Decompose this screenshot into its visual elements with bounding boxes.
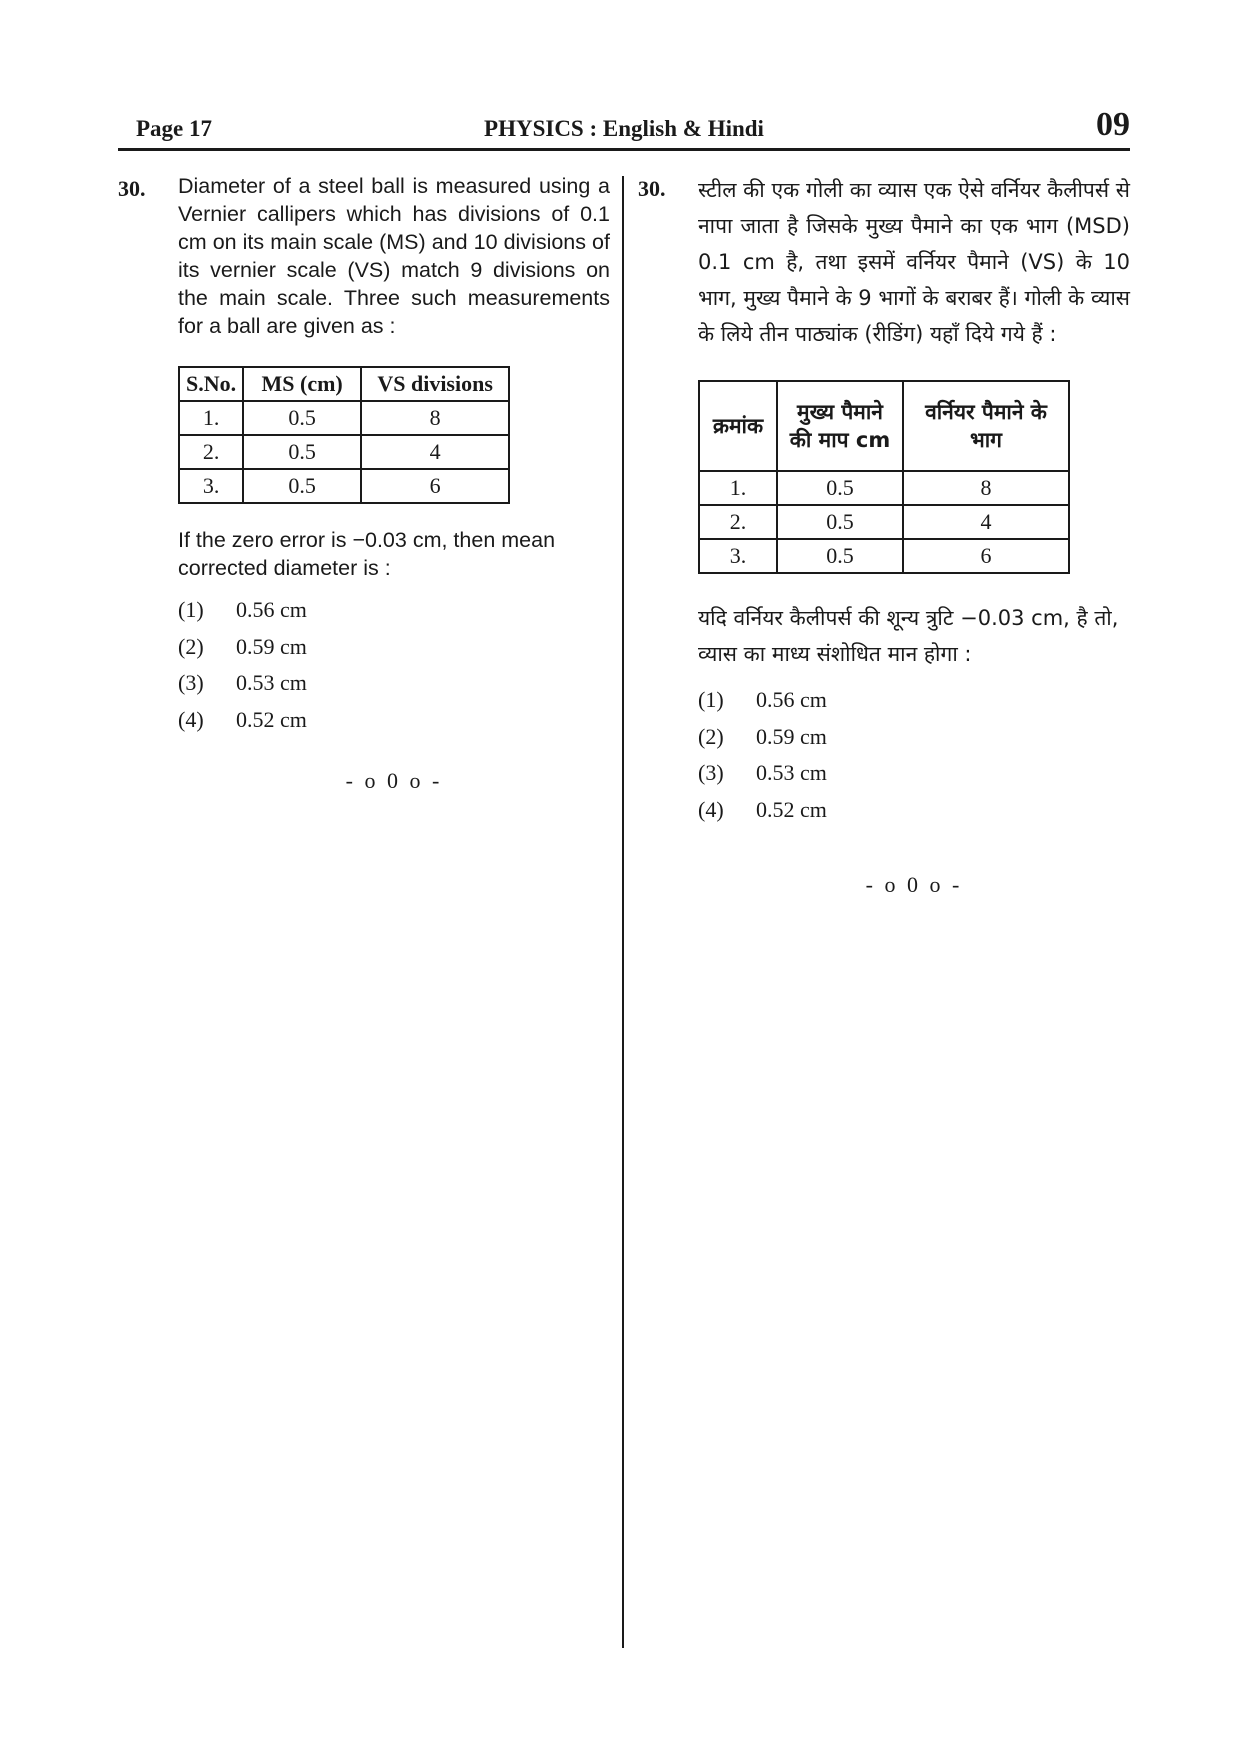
question-number: 30. xyxy=(118,176,146,201)
option-3[interactable] xyxy=(698,755,1130,792)
table-cell: 8 xyxy=(361,401,509,435)
table-cell: 2. xyxy=(179,435,243,469)
table-header: वर्नियर पैमाने के भाग xyxy=(903,381,1069,471)
option-label: (1) xyxy=(178,597,204,623)
option-2[interactable] xyxy=(178,629,610,666)
english-column xyxy=(118,172,610,794)
table-cell: 0.5 xyxy=(243,401,361,435)
table-header-row xyxy=(699,381,1069,471)
option-text: 0.53 cm xyxy=(236,670,307,696)
option-label: (1) xyxy=(698,687,724,713)
table-cell: 0.5 xyxy=(243,435,361,469)
table-cell: 6 xyxy=(903,539,1069,573)
end-marker: - o 0 o - xyxy=(865,872,963,897)
table-cell: 0.5 xyxy=(777,471,903,505)
measurement-table xyxy=(178,366,510,504)
hindi-column xyxy=(638,172,1130,898)
table-cell: 2. xyxy=(699,505,777,539)
table-row xyxy=(699,505,1069,539)
options-list xyxy=(698,682,1130,828)
option-text: 0.56 cm xyxy=(756,687,827,713)
page-number: Page 17 xyxy=(136,116,213,141)
table-cell: 6 xyxy=(361,469,509,503)
question-text: Diameter of a steel ball is measured using a Vernier callipers which has divisions of 0.1 cm on its main scale (MS) and 10 divisions of its vernier scale (VS) match 9 divisions on the main scale. Three such measurements for a ball are given as : xyxy=(178,174,610,338)
table-row xyxy=(179,401,509,435)
option-label: (4) xyxy=(698,796,724,822)
options-list xyxy=(178,592,610,738)
option-label: (2) xyxy=(698,723,724,749)
table-row xyxy=(179,469,509,503)
question-number: 30. xyxy=(638,176,666,201)
option-text: 0.59 cm xyxy=(756,723,827,749)
option-label: (2) xyxy=(178,633,204,659)
table-cell: 3. xyxy=(179,469,243,503)
option-2[interactable] xyxy=(698,719,1130,756)
option-text: 0.52 cm xyxy=(236,706,307,732)
option-label: (4) xyxy=(178,706,204,732)
paper-code: 09 xyxy=(1096,106,1130,143)
table-cell: 4 xyxy=(903,505,1069,539)
table-header: S.No. xyxy=(179,367,243,401)
option-3[interactable] xyxy=(178,665,610,702)
table-row xyxy=(179,435,509,469)
option-text: 0.52 cm xyxy=(756,796,827,822)
table-cell: 8 xyxy=(903,471,1069,505)
table-cell: 4 xyxy=(361,435,509,469)
table-cell: 0.5 xyxy=(777,505,903,539)
paper-title: PHYSICS : English & Hindi xyxy=(484,116,764,141)
option-label: (3) xyxy=(178,670,204,696)
table-header: MS (cm) xyxy=(243,367,361,401)
table-cell: 0.5 xyxy=(243,469,361,503)
question-text: स्टील की एक गोली का व्यास एक ऐसे वर्नियर कैलीपर्स से नापा जाता है जिसके मुख्य पैमाने का एक भाग (MSD) 0.1 cm है, तथा इसमें वर्नियर पैमाने (VS) के 10 भाग, मुख्य पैमाने के 9 भागों के बराबर हैं। गोली के व्यास के लिये तीन पाठ्यांक (रीडिंग) यहाँ दिये गये हैं : xyxy=(698,178,1130,346)
table-header: VS divisions xyxy=(361,367,509,401)
option-label: (3) xyxy=(698,760,724,786)
table-row xyxy=(699,539,1069,573)
table-cell: 3. xyxy=(699,539,777,573)
option-text: 0.56 cm xyxy=(236,597,307,623)
table-header: क्रमांक xyxy=(699,381,777,471)
option-1[interactable] xyxy=(178,592,610,629)
table-cell: 1. xyxy=(179,401,243,435)
option-text: 0.59 cm xyxy=(236,633,307,659)
table-cell: 1. xyxy=(699,471,777,505)
option-1[interactable] xyxy=(698,682,1130,719)
option-text: 0.53 cm xyxy=(756,760,827,786)
option-4[interactable] xyxy=(698,792,1130,829)
table-header-row xyxy=(179,367,509,401)
follow-up-text: If the zero error is −0.03 cm, then mean corrected diameter is : xyxy=(178,528,556,580)
table-header: मुख्य पैमाने की माप cm xyxy=(777,381,903,471)
end-marker: - o 0 o - xyxy=(345,768,443,793)
follow-up-text: यदि वर्नियर कैलीपर्स की शून्य त्रुटि −0.03 cm, है तो, व्यास का माध्य संशोधित मान होगा : xyxy=(698,606,1119,666)
table-cell: 0.5 xyxy=(777,539,903,573)
measurement-table xyxy=(698,380,1070,574)
option-4[interactable] xyxy=(178,702,610,739)
page-header xyxy=(118,106,1130,151)
table-row xyxy=(699,471,1069,505)
column-divider xyxy=(622,176,624,1648)
